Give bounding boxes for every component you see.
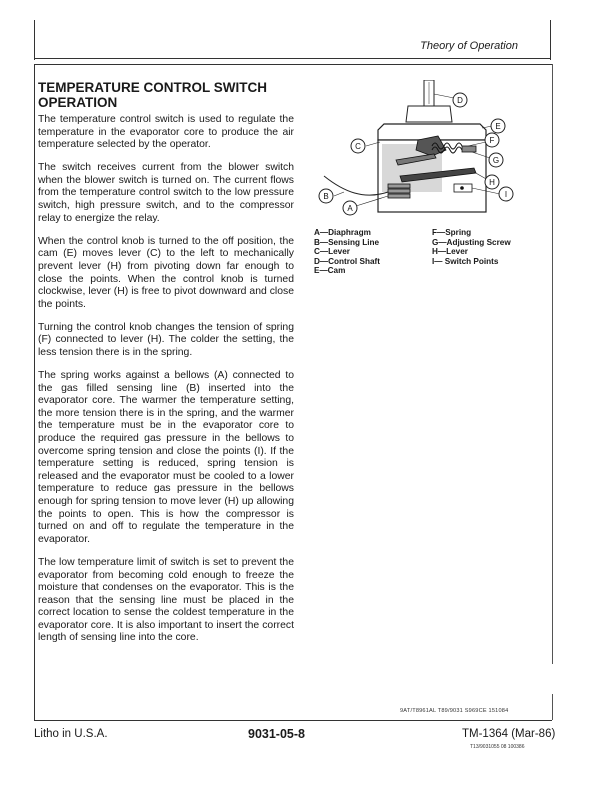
callout-c-label: C [355, 142, 361, 151]
body-text [38, 114, 294, 656]
page-number: 9031-05-8 [248, 727, 305, 741]
callout-a-label: A [347, 204, 353, 213]
legend-item: F—Spring [432, 228, 472, 237]
legend-item: H—Lever [432, 247, 468, 257]
footer-small-code: T13/9031055 08 100386 [470, 744, 525, 750]
figure-legend-left [314, 228, 380, 276]
callout-e-label: E [495, 122, 501, 131]
legend-item: G—Adjusting Screw [432, 237, 511, 247]
header-divider [34, 58, 551, 59]
legend-item: A—Diaphragm [314, 228, 371, 237]
legend-item: C—Lever [314, 247, 350, 257]
paragraph: When the control knob is turned to the off position, the cam (E) moves lever (C) to the left to mechanically prevent lever (H) from pivoting down far enough to close the points. When the control knob is turned clockwise, lever (H) is free to pivot downward and close the points. [38, 235, 294, 310]
paragraph: Turning the control knob changes the tension of spring (F) connected to lever (H). The colder the setting, the less tension there is in the spring. [38, 321, 294, 358]
legend-item: I— Switch Points [432, 256, 499, 266]
temperature-switch-illustration [304, 80, 519, 220]
reference-code: 9AT/T8961AL T89/9031 S969CE 151084 [400, 708, 509, 714]
paragraph: The spring works against a bellows (A) connected to the gas filled sensing line (B) inserted into the evaporator core. The warmer the temperature setting, the more tension there is in the spring, and the warmer the temperature must be in the evaporator core to produce the required gas pressure in the bellows to overcome spring tension and close the points (I). If the temperature setting is reduced, spring tension is released and the evaporator must be cooled to a lower temperature to reduce gas pressure in the bellows enough for spring tension to move lever (H) up allowing the points to open. This is how the compressor is turned on and off to regulate the temperature in the evaporator. [38, 370, 294, 545]
callout-h-label: H [489, 178, 495, 187]
footer-litho: Litho in U.S.A. [34, 728, 108, 740]
legend-item: D—Control Shaft [314, 256, 380, 266]
callout-f-label: F [489, 136, 495, 145]
legend-item: E—Cam [314, 266, 346, 276]
footer-manual-id: TM-1364 (Mar-86) [462, 728, 556, 740]
callout-d-label: D [457, 96, 463, 105]
paragraph: The temperature control switch is used to regulate the temperature in the evaporator core to produce the air temperature selected by the operator. [38, 114, 294, 151]
content-top-border [34, 64, 552, 65]
content-right-border-lower [552, 694, 553, 720]
section-heading-line2: OPERATION [38, 95, 118, 110]
figure-legend-right [432, 228, 511, 266]
content-right-border [552, 64, 553, 664]
section-heading [38, 80, 298, 110]
callout-b-label: B [323, 192, 329, 201]
content-bottom-border [34, 720, 552, 721]
callout-i-label: I [504, 190, 508, 199]
paragraph: The switch receives current from the blower switch when the blower switch is turned on. The current flows from the temperature control switch to the low pressure switch, high pressure switch, and to the compressor relay to energize the relay. [38, 162, 294, 224]
callout-g-label: G [492, 156, 500, 165]
page-header-title: Theory of Operation [420, 40, 518, 52]
header-rule-right [550, 20, 551, 60]
legend-item: B—Sensing Line [314, 237, 380, 247]
section-heading-line1: TEMPERATURE CONTROL SWITCH [38, 80, 267, 95]
paragraph: The low temperature limit of switch is set to prevent the evaporator from becoming cold enough to freeze the moisture that condenses on the evaporator. This is the reason that the sensing line must be placed in the correct location to sense the coldest temperature in the evaporator core. It is also important to insert the correct length of sensing line into the core. [38, 556, 294, 644]
content-left-border [34, 64, 35, 720]
